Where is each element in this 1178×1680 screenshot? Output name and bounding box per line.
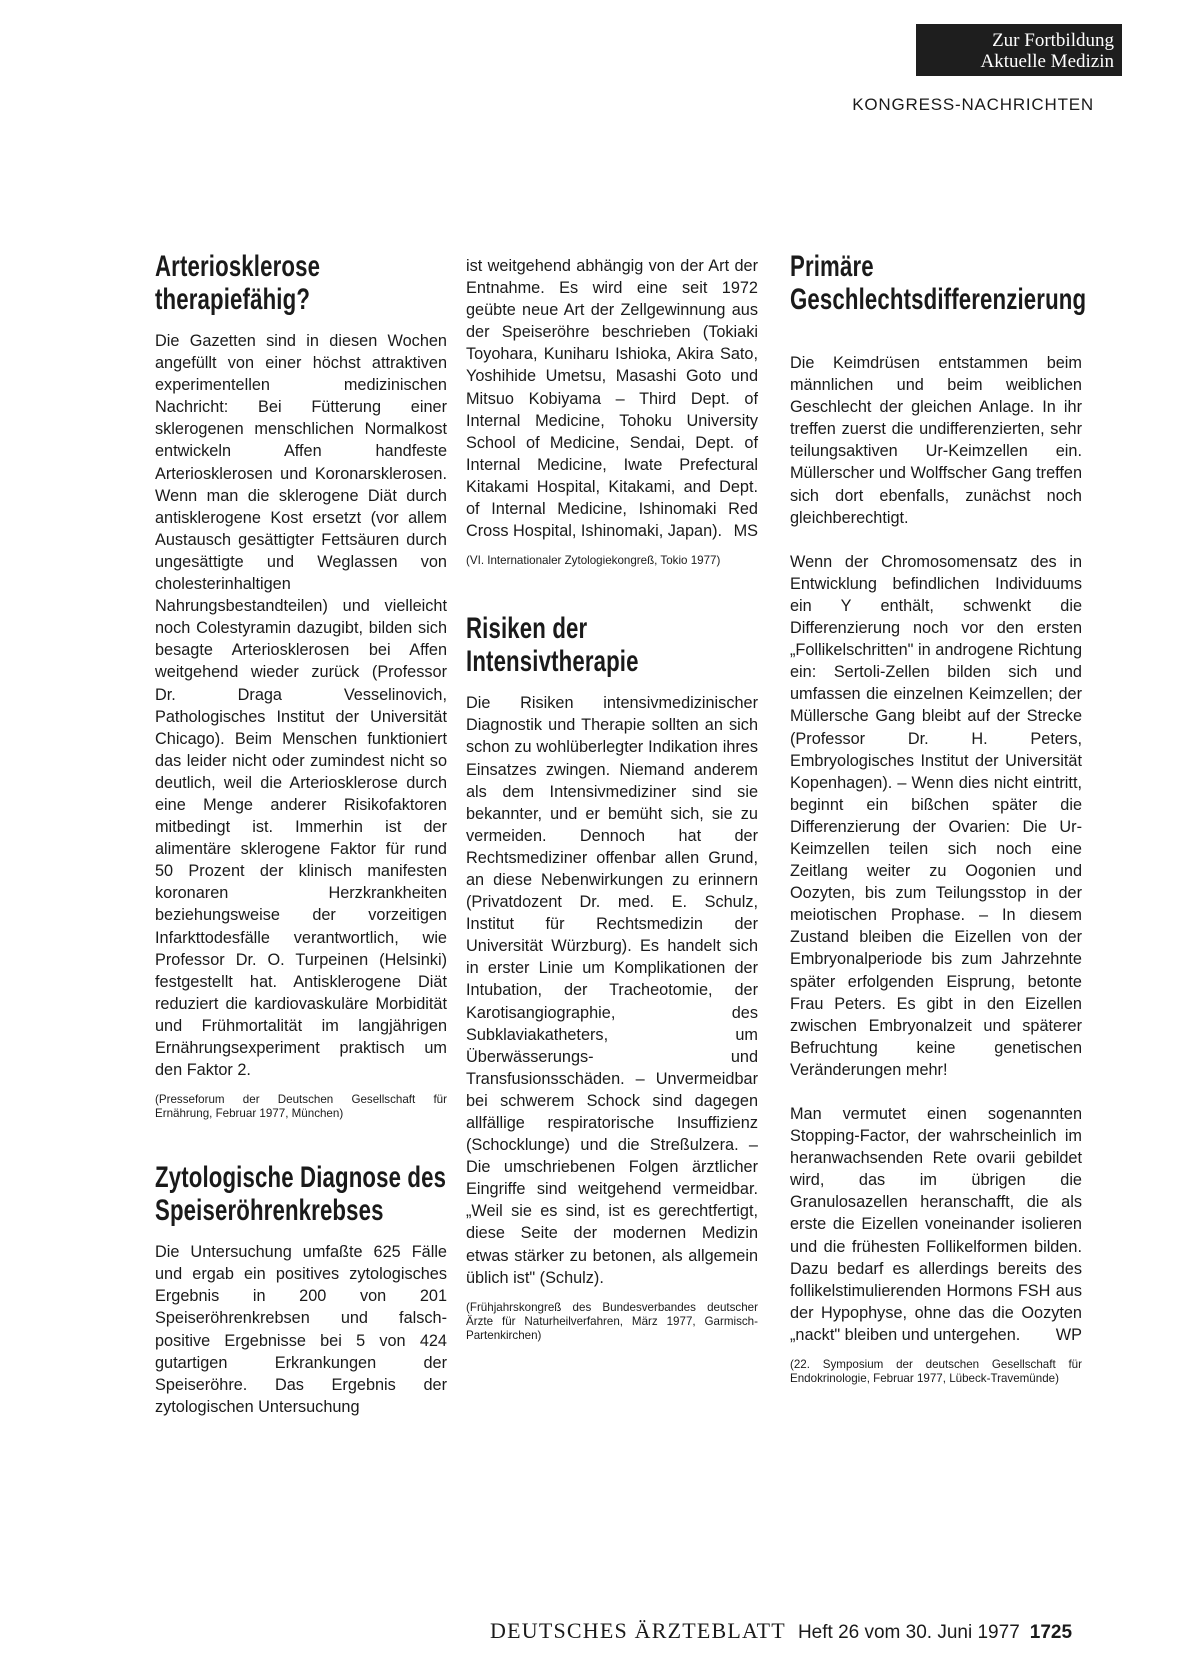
article-para-geschlecht-2: Wenn der Chromosomensatz des in Entwicklung befindlichen Individuums ein Y enthält, schwenkt die Differenzierung noch vor den ersten „Follikelschritten" in androgene Richtung ein: Sertoli-Zellen bilden sich und umfassen die einzelnen Keimzellen; der Müllersche Gang bleibt auf der Strecke (Professor Dr. H. Peters, Embryologisches Institut der Universität Kopenhagen). – Wenn dies nicht eintritt, beginnt ein bißchen später die Differenzierung der Ovarien: Die Ur-Keimzellen teilen sich noch eine Zeitlang weiter zu Oogonien und Oozyten, bis zum Teilungsstop in der meiotischen Prophase. – In diesem Zustand bleiben die Eizellen von der Embryonalperiode bis zum Jahrzehnte später erfolgenden Eisprung, betonte Frau Peters. Es gibt in den Eizellen zwischen Embryonalzeit und späterer Befruchtung keine genetischen Veränderungen mehr! [790, 552, 1082, 1079]
article-source-intensivtherapie: (Frühjahrskongreß des Bundesverbandes deutscher Ärzte für Naturheilverfahren, März 1977, Garmisch-Partenkirchen) [466, 1300, 758, 1342]
column-1 [155, 250, 447, 1418]
article-body-arteriosklerose: Die Gazetten sind in diesen Wochen angefüllt von einer höchst attraktiven experimentellen medizinischen Nachricht: Bei Fütterung einer sklerogenen menschlichen Normalkost entwickeln Affen handfeste Arteriosklerosen und Koronarsklerosen. Wenn man die sklerogene Diät durch antisklerogene Kost ersetzt (vor allem Austausch gesättigter Fettsäuren durch ungesättigte und Weglassen von cholesterinhaltigen Nahrungsbestandteilen) und vielleicht noch Colestyramin dazugibt, bilden sich besagte Arteriosklerosen bei Affen weitgehend wieder zurück (Professor Dr. Draga Vesselinovich, Pathologisches Institut der Universität Chicago). Beim Menschen funktioniert das leider nicht oder zumindest nicht so deutlich, weil die Arteriosklerose durch eine Menge anderer Risikofaktoren mitbedingt ist. Immerhin ist der alimentäre sklerogene Faktor für rund 50 Prozent der klinisch manifesten koronaren Herzkrankheiten beziehungsweise der vorzeitigen Infarkttodesfälle verantwortlich, wie Professor Dr. O. Turpeinen (Helsinki) festgestellt hat. Antisklerogene Diät reduziert die kardiovaskuläre Morbidität und Frühmortalität im langjährigen Ernährungsexperiment praktisch um den Faktor 2. [155, 332, 447, 1080]
article-source-arteriosklerose: (Presseforum der Deutschen Gesellschaft für Ernährung, Februar 1977, München) [155, 1093, 447, 1121]
badge-line-1: Zur Fortbildung [992, 30, 1114, 51]
column-3 [790, 250, 1087, 1386]
article-signature-zytologie: MS [733, 522, 758, 541]
article-para-geschlecht-1: Die Keimdrüsen entstammen beim männlichen und beim weiblichen Geschlecht der gleichen Anlage. In ihr treffen zuerst die undifferenzierten, sehr teilungsaktiven Ur-Keimzellen ein. Müllerscher und Wolffscher Gang treffen sich dort ebenfalls, zunächst noch gleichberechtigt. [790, 354, 1082, 527]
column-2 [466, 255, 758, 1343]
article-title-zytologie: Zytologische Diagnose des Speiseröhrenkrebses [155, 1161, 447, 1228]
page-footer [490, 1618, 1072, 1644]
article-body-zytologie-part2 [466, 255, 758, 542]
article-source-zytologie: (VI. Internationaler Zytologiekongreß, Tokio 1977) [466, 554, 721, 568]
article-para-geschlecht-3-text: Man vermutet einen sogenannten Stopping-Factor, der wahrscheinlich im heranwachsenden Rete ovarii gebildet wird, das im übrigen die Granulosazellen heranschafft, die als erste die Eizellen voneinander isolieren und die frühesten Follikelformen bilden. Dazu bedarf es allerdings bereits des follikelstimulierenden Hormons FSH aus der Hypophyse, ohne das die Oozyten „nackt" bleiben und untergehen. [790, 1105, 1082, 1344]
article-body-zytologie-part1: Die Untersuchung umfaßte 625 Fälle und ergab ein positives zytologisches Ergebnis in 200 von 201 Speiseröhrenkrebsen und falsch-positive Ergebnisse bei 5 von 424 gutartigen Erkrankungen der Speiseröhre. Das Ergebnis der zytologischen Untersuchung [155, 1243, 447, 1416]
article-title-geschlecht: Primäre Geschlechtsdifferenzierung [790, 250, 1087, 316]
page-number: 1725 [1029, 1622, 1073, 1643]
article-body-intensivtherapie: Die Risiken intensivmedizinischer Diagnostik und Therapie sollten an sich schon zu wohlüberlegter Indikation ihres Einsatzes zwingen. Niemand anderem als dem Intensivmediziner sind sie bekannter, und er bemüht sich, sie zu vermeiden. Dennoch hat der Rechtsmediziner offenbar allen Grund, an diese Nebenwirkungen zu erinnern (Privatdozent Dr. med. E. Schulz, Institut für Rechtsmedizin der Universität Würzburg). Es handelt sich in erster Linie um Komplikationen der Intubation, der Tracheotomie, der Karotisangiographie, des Subklaviakatheters, um Überwässerungs- und Transfusionsschäden. – Unvermeidbar bei schwerem Schock sind dagegen allfällige respiratorische Insuffizienz (Schocklunge) und die Streßulzera. – Die umschriebenen Folgen ärztlicher Eingriffe sind weitgehend vermeidbar. „Weil sie es sind, ist es gerechtfertigt, diese Seite der modernen Medizin etwas stärker zu betonen, als allgemein üblich ist" (Schulz). [466, 694, 758, 1287]
section-label: KONGRESS-NACHRICHTEN [852, 95, 1094, 114]
rubric-badge [916, 24, 1122, 76]
article-signature-geschlecht: WP [1055, 1325, 1082, 1344]
article-title-arteriosklerose: Arteriosklerose therapiefähig? [155, 250, 321, 316]
article-para-geschlecht-3 [790, 1103, 1082, 1346]
journal-name: DEUTSCHES ÄRZTEBLATT [490, 1618, 786, 1643]
badge-line-2: Aktuelle Medizin [980, 51, 1114, 72]
issue-info: Heft 26 vom 30. Juni 1977 [797, 1622, 1020, 1643]
article-body-zytologie-part2-text: ist weitgehend abhängig von der Art der Entnahme. Es wird eine seit 1972 geübte neue Art der Zellgewinnung aus der Speiseröhre beschrieben (Tokiaki Toyohara, Kuniharu Ishioka, Akira Sato, Yoshihide Umetsu, Masashi Goto und Mitsuo Kobiyama – Third Dept. of Internal Medicine, Tohoku University School of Medicine, Sendai, Dept. of Internal Medicine, Iwate Prefectural Kitakami Hospital, Kitakami, and Dept. of Internal Medicine, Ishinomaki Red Cross Hospital, Ishinomaki, Japan). [466, 257, 758, 541]
article-source-geschlecht: (22. Symposium der deutschen Gesellschaft für Endokrinologie, Februar 1977, Lübeck-Travemünde) [790, 1358, 1082, 1386]
article-title-intensivtherapie: Risiken der Intensivtherapie [466, 612, 639, 679]
